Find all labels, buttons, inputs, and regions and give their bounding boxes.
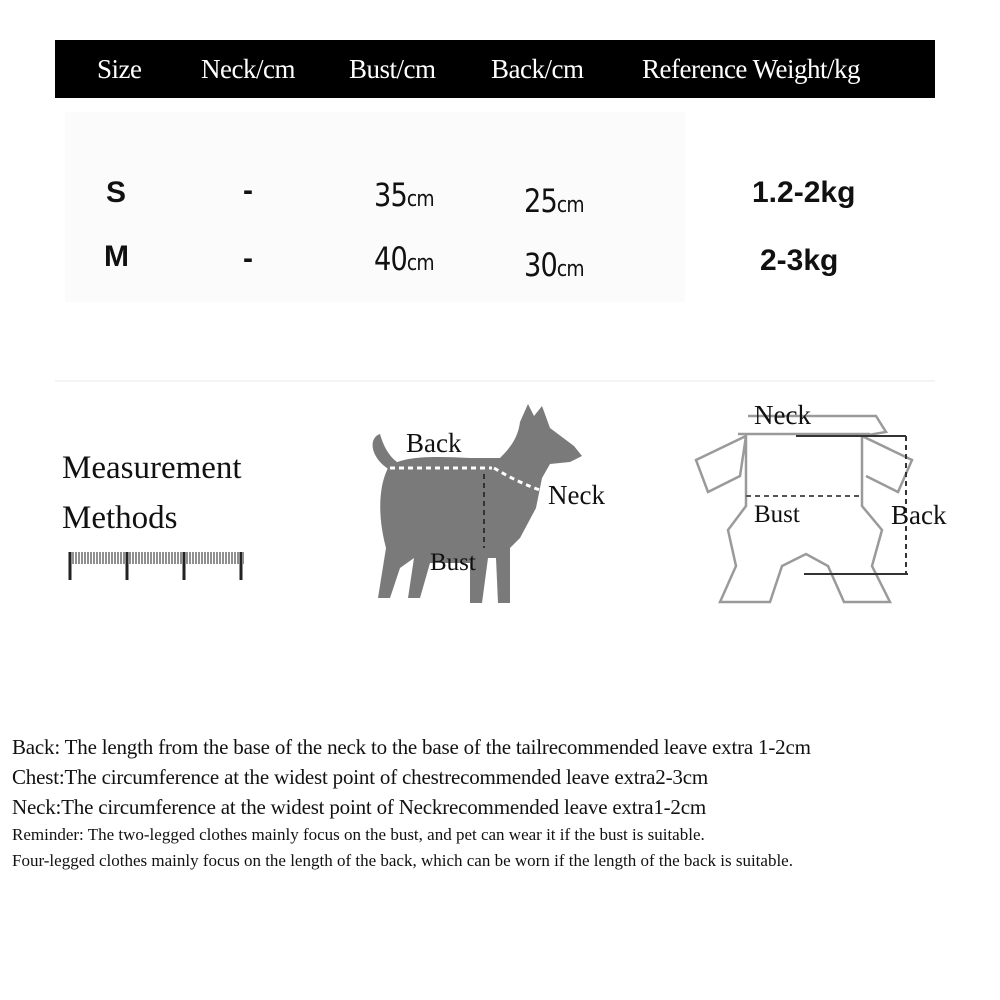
row-back: 30cm [524,246,584,284]
row-bust: 40cm [374,240,434,278]
row-neck: - [243,174,253,207]
dog-back-label: Back [406,428,462,458]
dog-silhouette-icon [360,398,610,628]
row-size: M [104,240,129,273]
measurement-notes [12,732,997,874]
row-back: 25cm [524,182,584,220]
four-leg-suit-icon [686,396,976,616]
row-neck: - [243,242,253,275]
header-size: Size [97,54,142,84]
note-four-legged: Four-legged clothes mainly focus on the length of the back, which can be worn if the length of the back is suitable. [12,851,793,870]
note-chest: Chest:The circumference at the widest point of chestrecommended leave extra2-3cm [12,765,708,789]
note-back: Back: The length from the base of the neck to the base of the tailrecommended leave extra 1-2cm [12,735,811,759]
size-table-header [55,40,935,98]
row-weight: 2-3kg [760,244,839,277]
row-size: S [106,176,127,209]
note-neck: Neck:The circumference at the widest point of Neckrecommended leave extra1-2cm [12,795,706,819]
note-reminder: Reminder: The two-legged clothes mainly focus on the bust, and pet can wear it if the bust is suitable. [12,825,705,844]
suit-back-label: Back [891,500,947,530]
header-neck: Neck/cm [201,54,295,84]
header-bust: Bust/cm [349,54,436,84]
header-back: Back/cm [491,54,584,84]
suit-neck-label: Neck [754,400,811,430]
methods-title-line1: Measurement [62,450,242,486]
row-weight: 1.2-2kg [752,176,856,209]
dog-neck-label: Neck [548,480,605,510]
methods-title-line2: Methods [62,500,178,536]
divider [55,380,935,382]
dog-bust-label: Bust [430,549,476,576]
suit-bust-label: Bust [754,501,800,528]
row-bust: 35cm [374,176,434,214]
ruler-icon [68,550,244,582]
header-weight: Reference Weight/kg [642,54,860,84]
